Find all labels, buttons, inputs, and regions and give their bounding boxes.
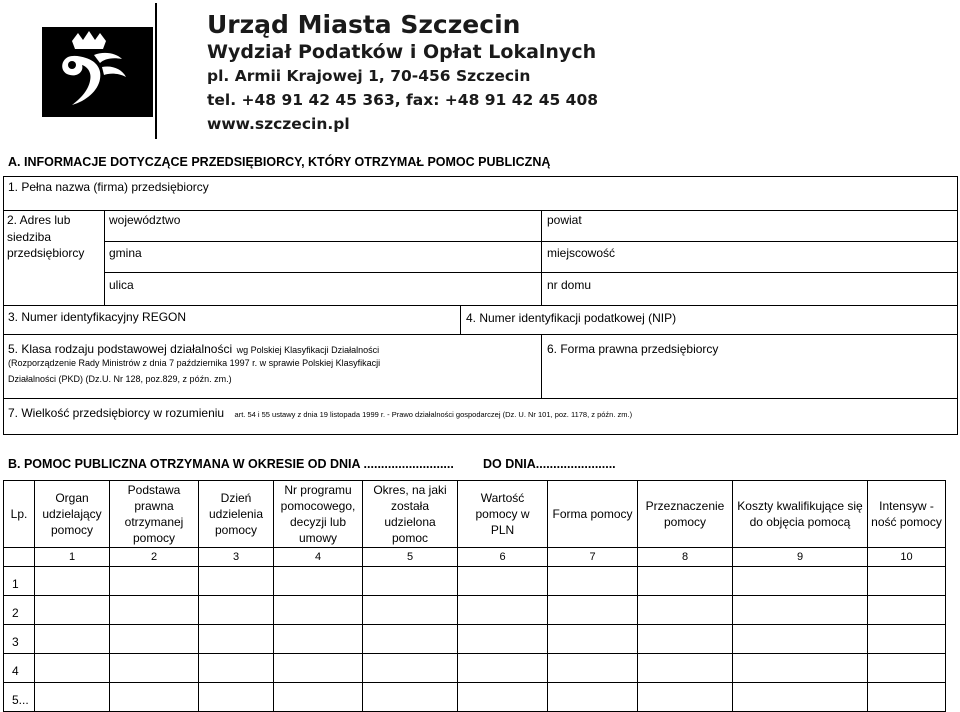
row-divider	[105, 272, 957, 273]
street-label: ulica	[109, 278, 134, 292]
column-header-line: otrzymanej	[124, 515, 184, 529]
column-header-line: Forma pomocy	[552, 507, 633, 521]
row-divider	[4, 305, 957, 306]
table-cell[interactable]	[868, 625, 946, 654]
column-divider	[541, 211, 542, 305]
table-cell[interactable]	[638, 654, 733, 683]
column-number: 8	[638, 548, 733, 567]
table-cell[interactable]	[733, 654, 868, 683]
column-header-5	[363, 481, 458, 548]
column-header-line: pomoc	[391, 531, 429, 545]
table-cell[interactable]	[638, 567, 733, 596]
column-header-line: Okres, na jaki	[373, 483, 447, 497]
column-divider	[460, 305, 461, 334]
table-cell[interactable]	[35, 654, 110, 683]
row-number: 4	[4, 654, 35, 683]
address-label-line1: 2. Adres lub	[7, 213, 71, 227]
table-cell[interactable]	[274, 596, 363, 625]
column-header-0	[4, 481, 35, 548]
org-address: pl. Armii Krajowej 1, 70-456 Szczecin	[207, 67, 531, 85]
table-cell[interactable]	[458, 596, 548, 625]
table-cell[interactable]	[363, 654, 458, 683]
table-cell[interactable]	[199, 683, 274, 712]
column-header-line: została udzielona	[384, 499, 436, 529]
pkd-label-small: wg Polskiej Klasyfikacji Działalności	[236, 345, 380, 355]
company-size-label	[8, 404, 632, 422]
table-header-row	[4, 481, 946, 548]
column-number-row	[4, 548, 946, 567]
table-cell[interactable]	[199, 596, 274, 625]
county-label: powiat	[547, 213, 582, 227]
table-cell[interactable]	[274, 683, 363, 712]
pkd-regulation-line: (Rozporządzenie Rady Ministrów z dnia 7 października 1997 r. w sprawie Polskiej Klasyfikacji	[8, 358, 381, 368]
row-divider	[4, 398, 957, 399]
pkd-label	[8, 340, 379, 358]
table-row	[4, 596, 946, 625]
table-cell[interactable]	[733, 683, 868, 712]
column-header-line: pomocy w	[475, 507, 530, 521]
table-cell[interactable]	[548, 654, 638, 683]
table-cell[interactable]	[110, 683, 199, 712]
legal-form-label: 6. Forma prawna przedsiębiorcy	[547, 342, 719, 356]
column-header-2	[110, 481, 199, 548]
column-header-line: PLN	[490, 523, 515, 537]
table-cell[interactable]	[199, 654, 274, 683]
column-header-line: Lp.	[10, 507, 28, 521]
table-cell[interactable]	[35, 596, 110, 625]
row-number: 2	[4, 596, 35, 625]
org-website: www.szczecin.pl	[207, 115, 350, 133]
voivodeship-label: województwo	[109, 213, 181, 227]
column-header-line: pomocy	[50, 523, 94, 537]
column-header-6	[458, 481, 548, 548]
column-number: 4	[274, 548, 363, 567]
column-number	[4, 548, 35, 567]
org-phone: tel. +48 91 42 45 363, fax: +48 91 42 45 408	[207, 91, 599, 109]
full-name-label: 1. Pełna nazwa (firma) przedsiębiorcy	[8, 180, 209, 194]
column-header-line: decyzji lub	[289, 515, 347, 529]
table-row	[4, 683, 946, 712]
column-header-line: Intensyw -	[879, 499, 934, 513]
column-header-line: Dzień	[220, 491, 252, 505]
table-cell[interactable]	[199, 567, 274, 596]
column-header-line: Koszty kwalifikujące się	[737, 499, 863, 513]
table-cell[interactable]	[733, 625, 868, 654]
city-logo	[42, 27, 153, 117]
column-header-line: udzielenia	[208, 507, 264, 521]
column-header-line: Wartość	[480, 491, 525, 505]
table-cell[interactable]	[548, 567, 638, 596]
column-number: 9	[733, 548, 868, 567]
column-number: 1	[35, 548, 110, 567]
section-b-title: B. POMOC PUBLICZNA OTRZYMANA W OKRESIE OD DNIA ..........................	[8, 457, 454, 471]
row-number: 1	[4, 567, 35, 596]
table-cell[interactable]	[110, 654, 199, 683]
table-cell[interactable]	[35, 683, 110, 712]
table-cell[interactable]	[458, 625, 548, 654]
section-b-to-date: DO DNIA.......................	[483, 457, 616, 471]
table-cell[interactable]	[274, 654, 363, 683]
column-header-line: pomocy	[214, 523, 258, 537]
column-divider	[541, 334, 542, 398]
pkd-journal-line: Działalności (PKD) (Dz.U. Nr 128, poz.829, z późn. zm.)	[8, 374, 232, 384]
regon-label: 3. Numer identyfikacyjny REGON	[8, 310, 187, 324]
pkd-label-main: 5. Klasa rodzaju podstawowej działalności	[8, 342, 233, 356]
table-cell[interactable]	[458, 654, 548, 683]
table-cell[interactable]	[638, 625, 733, 654]
column-number: 2	[110, 548, 199, 567]
row-number: 3	[4, 625, 35, 654]
row-divider	[4, 210, 957, 211]
column-header-line: prawna	[134, 499, 174, 513]
table-cell[interactable]	[868, 596, 946, 625]
table-cell[interactable]	[363, 596, 458, 625]
column-header-4	[274, 481, 363, 548]
column-header-9	[733, 481, 868, 548]
table-cell[interactable]	[458, 683, 548, 712]
locality-label: miejscowość	[547, 246, 616, 260]
table-cell[interactable]	[868, 654, 946, 683]
column-header-line: ność pomocy	[871, 515, 942, 529]
company-size-main: 7. Wielkość przedsiębiorcy w rozumieniu	[8, 406, 225, 420]
column-header-line: Podstawa	[127, 483, 181, 497]
table-cell[interactable]	[363, 567, 458, 596]
table-cell[interactable]	[363, 683, 458, 712]
column-number: 6	[458, 548, 548, 567]
row-number: 5...	[4, 683, 35, 712]
header-divider	[155, 3, 157, 139]
table-cell[interactable]	[733, 596, 868, 625]
table-row	[4, 654, 946, 683]
table-cell[interactable]	[548, 625, 638, 654]
nip-label: 4. Numer identyfikacji podatkowej (NIP)	[466, 311, 677, 325]
table-cell[interactable]	[110, 567, 199, 596]
column-header-8	[638, 481, 733, 548]
house-number-label: nr domu	[547, 278, 592, 292]
column-header-3	[199, 481, 274, 548]
column-number: 7	[548, 548, 638, 567]
column-number: 10	[868, 548, 946, 567]
column-header-10	[868, 481, 946, 548]
table-cell[interactable]	[363, 625, 458, 654]
table-cell[interactable]	[638, 683, 733, 712]
column-number: 5	[363, 548, 458, 567]
company-size-legal-basis: art. 54 i 55 ustawy z dnia 19 listopada 1999 r. - Prawo działalności gospodarczej (Dz. U. Nr 101, poz. 1178, z późn. zm.)	[234, 410, 633, 419]
column-number: 3	[199, 548, 274, 567]
column-header-line: pomocy	[663, 515, 707, 529]
table-cell[interactable]	[548, 683, 638, 712]
section-a-title: A. INFORMACJE DOTYCZĄCE PRZEDSIĘBIORCY, KTÓRY OTRZYMAŁ POMOC PUBLICZNĄ	[8, 155, 551, 169]
table-cell[interactable]	[35, 567, 110, 596]
table-cell[interactable]	[733, 567, 868, 596]
table-cell[interactable]	[458, 567, 548, 596]
table-cell[interactable]	[110, 625, 199, 654]
table-row	[4, 567, 946, 596]
table-cell[interactable]	[868, 567, 946, 596]
table-cell[interactable]	[868, 683, 946, 712]
column-header-7	[548, 481, 638, 548]
column-header-line: umowy	[298, 531, 337, 545]
column-header-line: udzielający	[42, 507, 102, 521]
column-header-line: pomocy	[132, 531, 176, 545]
commune-label: gmina	[109, 246, 142, 260]
table-cell[interactable]	[548, 596, 638, 625]
address-label-line2: siedziba	[7, 230, 52, 244]
table-cell[interactable]	[638, 596, 733, 625]
column-divider	[104, 211, 105, 305]
column-header-line: Organ	[55, 491, 89, 505]
table-cell[interactable]	[35, 625, 110, 654]
org-name: Urząd Miasta Szczecin	[207, 10, 521, 39]
table-cell[interactable]	[199, 625, 274, 654]
column-header-1	[35, 481, 110, 548]
row-divider	[4, 334, 957, 335]
column-header-line: do objęcia pomocą	[749, 515, 851, 529]
table-cell[interactable]	[110, 596, 199, 625]
table-row	[4, 625, 946, 654]
organization-header	[207, 10, 598, 136]
row-divider	[105, 241, 957, 242]
address-label-line3: przedsiębiorcy	[7, 246, 85, 260]
column-header-line: Nr programu	[284, 483, 352, 497]
department-name: Wydział Podatków i Opłat Lokalnych	[207, 41, 597, 63]
aid-table	[3, 480, 946, 712]
column-header-line: Przeznaczenie	[645, 499, 725, 513]
table-cell[interactable]	[274, 625, 363, 654]
column-header-line: pomocowego,	[280, 499, 356, 513]
table-cell[interactable]	[274, 567, 363, 596]
